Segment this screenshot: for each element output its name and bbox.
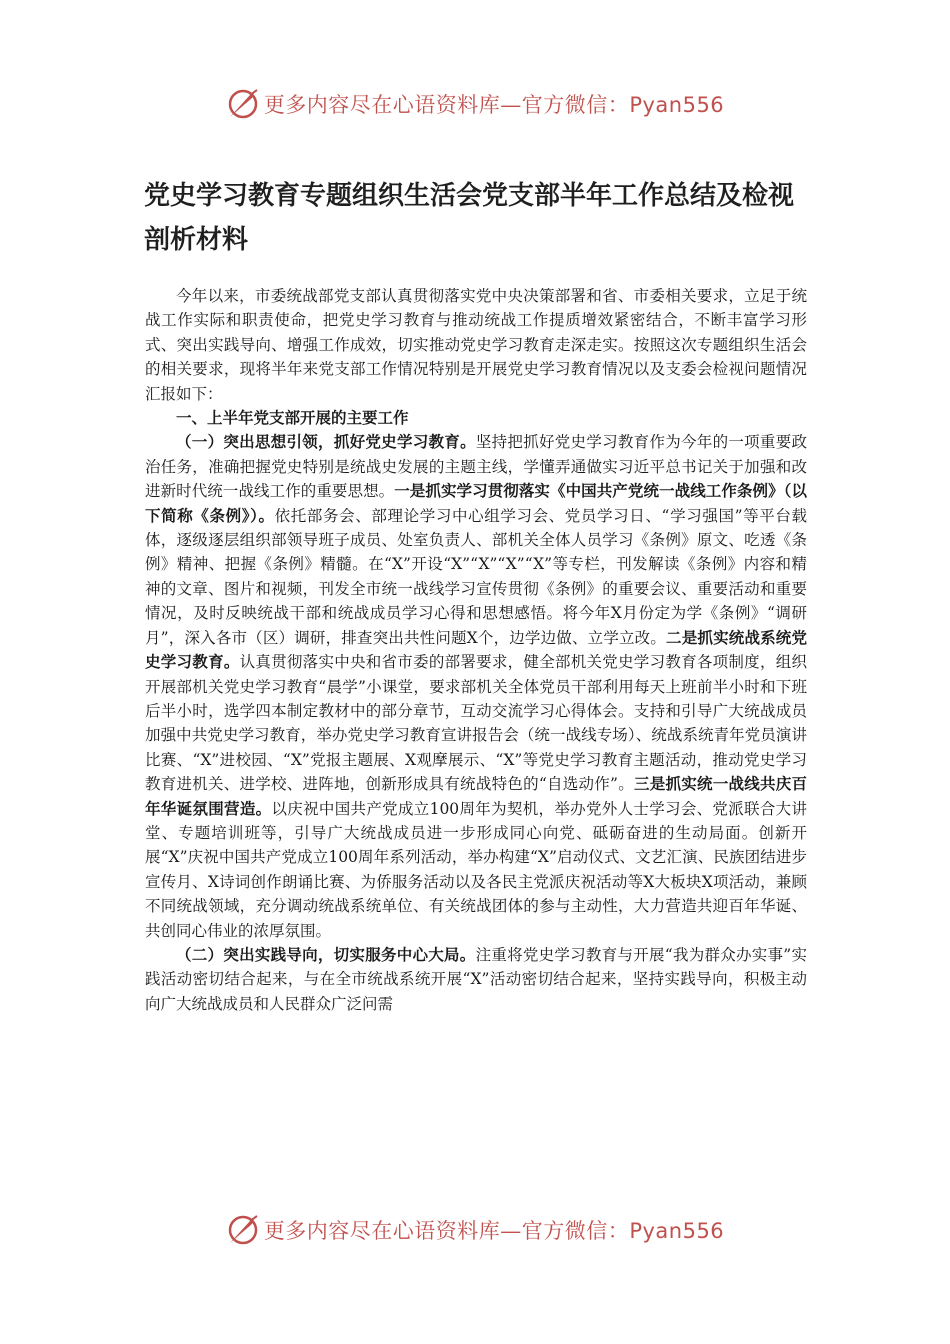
- quill-logo-icon: [226, 1213, 260, 1247]
- footer-banner: [0, 1208, 950, 1252]
- paragraph-two: （二）突出实践导向，切实服务中心大局。注重将党史学习教育与开展“我为群众办实事”实践活动密切结合起来，与在全市统战系统开展“X”活动密切结合起来，坚持实践导向，积极主动向广大统战成员和人民群众广泛问需: [145, 945, 807, 1013]
- document-title: 党史学习教育专题组织生活会党支部半年工作总结及检视剖析材料: [144, 181, 795, 255]
- header-banner: [0, 82, 950, 126]
- document-body: [145, 284, 807, 1016]
- section-heading: 一、上半年党支部开展的主要工作: [176, 409, 409, 428]
- quill-logo-icon: [226, 87, 260, 121]
- intro-paragraph: 今年以来，市委统战部党支部认真贯彻落实党中央决策部署和省、市委相关要求，立足于统战工作实际和职责使命，把党史学习教育与推动统战工作提质增效紧密结合，不断丰富学习形式、突出实践导向、增强工作成效，切实推动党史学习教育走深走实。按照这次专题组织生活会的相关要求，现将半年来党支部工作情况特别是开展党史学习教育情况以及支委会检视问题情况汇报如下：: [145, 287, 807, 403]
- banner-text: 更多内容尽在心语资料库—官方微信：Pyan556: [263, 1219, 725, 1243]
- banner-text: 更多内容尽在心语资料库—官方微信：Pyan556: [263, 93, 725, 117]
- paragraph-one: （一）突出思想引领，抓好党史学习教育。坚持把抓好党史学习教育作为今年的一项重要政治任务，准确把握党史特别是统战史发展的主题主线，学懂弄通做实习近平总书记关于加强和改进新时代统一战线工作的重要思想。一是抓实学习贯彻落实《中国共产党统一战线工作条例》（以下简称《条例》）。依托部务会、部理论学习中心组学习会、党员学习日、“学习强国”等平台载体，逐级逐层组织部领导班子成员、处室负责人、部机关全体人员学习《条例》原文、吃透《条例》精神、把握《条例》精髓。在“X”开设“X”“X”“X”“X”等专栏，刊发解读《条例》内容和精神的文章、图片和视频，刊发全市统一战线学习宣传贯彻《条例》的重要会议、重要活动和重要情况，及时反映统战干部和统战成员学习心得和思想感悟。将今年X月份定为学《条例》“调研月”，深入各市（区）调研，排查突出共性问题X个，边学边做、立学立改。二是抓实统战系统党史学习教育。认真贯彻落实中央和省市委的部署要求，健全部机关党史学习教育各项制度，组织开展部机关党史学习教育“晨学”小课堂，要求部机关全体党员干部利用每天上班前半小时和下班后半小时，选学四本制定教材中的部分章节，互动交流学习心得体会。支持和引导广大统战成员加强中共党史学习教育，举办党史学习教育宣讲报告会（统一战线专场）、统战系统青年党员演讲比赛、“X”进校园、“X”党报主题展、X观摩展示、“X”等党史学习教育主题活动，推动党史学习教育进机关、进学校、进阵地，创新形成具有统战特色的“自选动作”。三是抓实统一战线共庆百年华诞氛围营造。以庆祝中国共产党成立100周年为契机，举办党外人士学习会、党派联合大讲堂、专题培训班等，引导广大统战成员进一步形成同心向党、砥砺奋进的生动局面。创新开展“X”庆祝中国共产党成立100周年系列活动，举办构建“X”启动仪式、文艺汇演、民族团结进步宣传月、X诗词创作朗诵比赛、为侨服务活动以及各民主党派庆祝活动等X大板块X项活动，兼顾不同统战领域，充分调动统战系统单位、有关统战团体的参与主动性，大力营造共迎百年华诞、共创同心伟业的浓厚氛围。: [145, 433, 807, 940]
